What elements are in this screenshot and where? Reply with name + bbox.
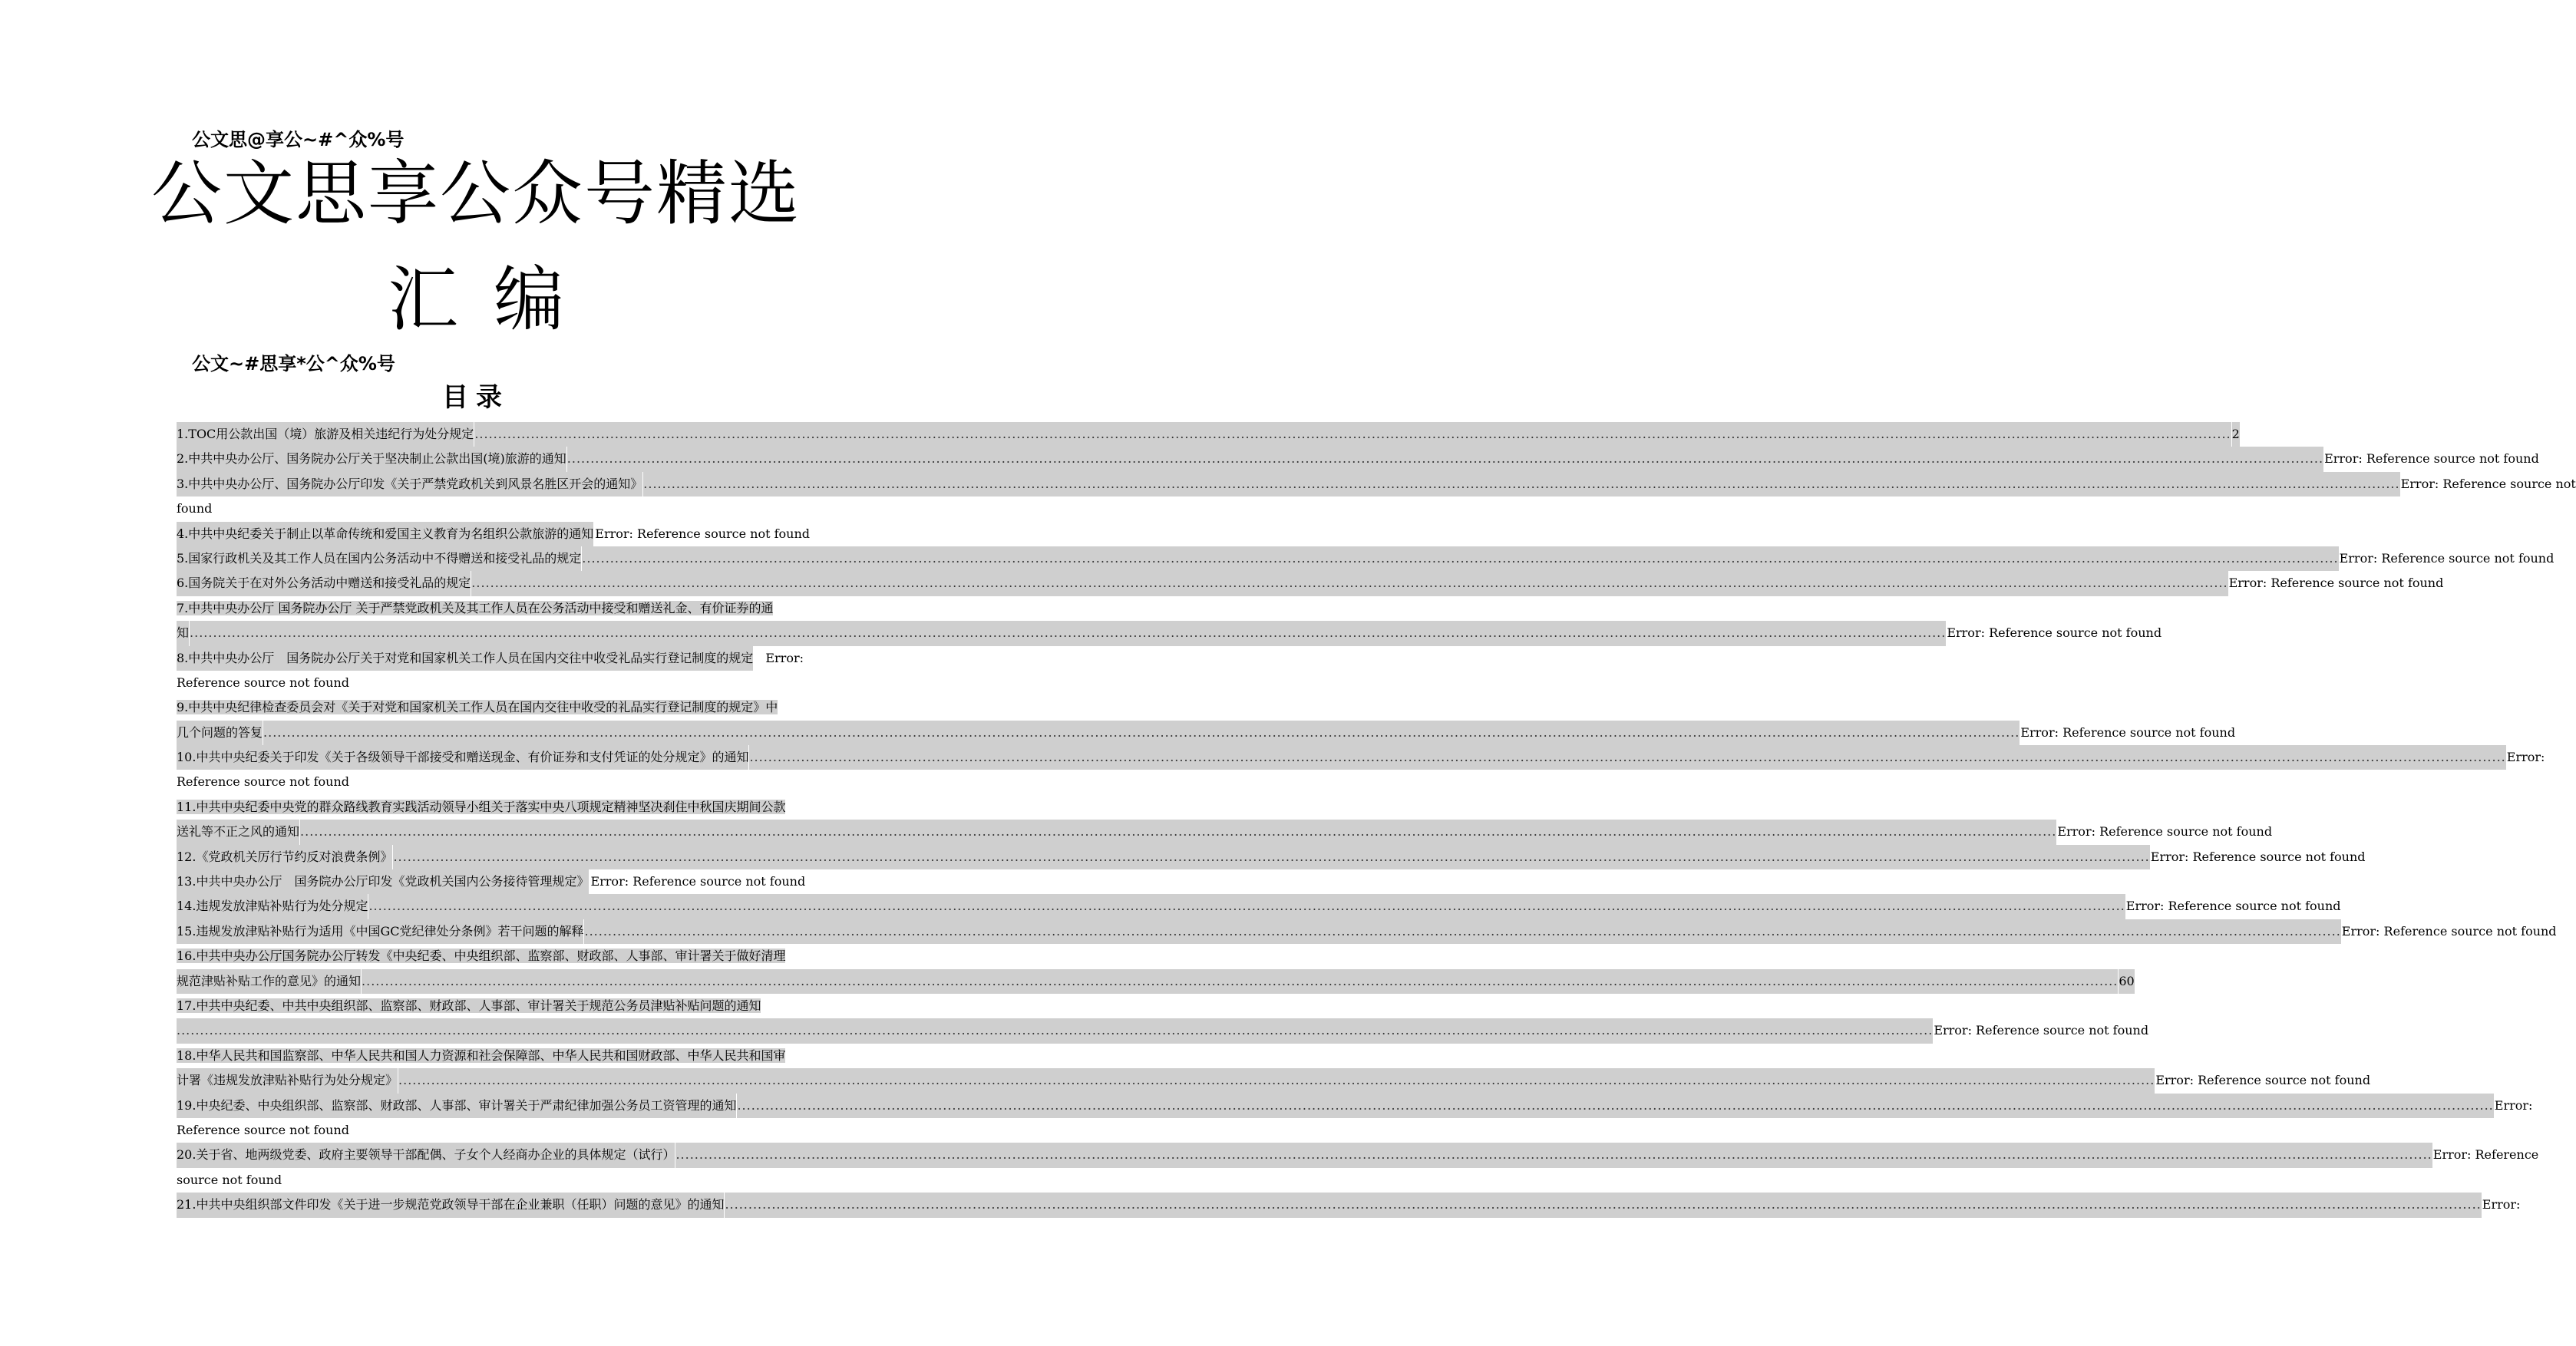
- toc-entry-text[interactable]: 12.《党政机关厉行节约反对浪费条例》: [177, 845, 392, 869]
- toc-leader: [362, 969, 2118, 994]
- toc-entry-text[interactable]: 1.TOC用公款出国（境）旅游及相关违纪行为处分规定: [177, 422, 474, 447]
- toc-page-ref[interactable]: Error: Reference source not found: [2228, 576, 2444, 591]
- toc-entry-1[interactable]: [177, 422, 2240, 447]
- toc-page-ref[interactable]: Error: Reference source not found: [2125, 899, 2341, 914]
- toc-leader: [471, 571, 2228, 595]
- toc-page-ref[interactable]: Error: Reference source not found: [2339, 550, 2555, 566]
- document-title-line2: 汇编: [387, 259, 599, 341]
- toc-leader: [643, 472, 2399, 497]
- toc-entry-19-continuation: [177, 1118, 804, 1143]
- toc-page-ref[interactable]: Error:: [2506, 750, 2545, 765]
- toc-entry-text[interactable]: 6.国务院关于在对外公务活动中赠送和接受礼品的规定: [177, 571, 471, 595]
- toc-entry-8-continuation: [177, 671, 804, 695]
- toc-page-ref[interactable]: 60: [2119, 969, 2134, 994]
- toc-entry-text[interactable]: 4.中共中央纪委关于制止以革命传统和爱国主义教育为名组织公款旅游的通知: [177, 522, 593, 546]
- toc-entry-2[interactable]: [177, 447, 2539, 471]
- toc-heading: 目录: [442, 382, 510, 413]
- toc-leader: [190, 621, 1946, 645]
- toc-entry-text[interactable]: 11.中共中央纪委中央党的群众路线教育实践活动领导小组关于落实中央八项规定精神坚决刹住中秋国庆期间公款: [177, 799, 786, 814]
- toc-page-ref-continuation: Reference source not found: [177, 675, 350, 690]
- toc-entry-text-continuation[interactable]: 规范津贴补贴工作的意见》的通知: [177, 969, 361, 994]
- toc-leader: [177, 1018, 1933, 1043]
- toc-entry-18-continuation[interactable]: [177, 1068, 2371, 1093]
- toc-entry-text[interactable]: 5.国家行政机关及其工作人员在国内公务活动中不得赠送和接受礼品的规定: [177, 546, 581, 571]
- toc-page-ref-continuation: Reference source not found: [177, 774, 350, 790]
- toc-entry-text-continuation[interactable]: 计署《违规发放津贴补贴行为处分规定》: [177, 1068, 398, 1093]
- toc-entry-21[interactable]: [177, 1193, 2521, 1217]
- toc-entry-16[interactable]: [177, 944, 804, 968]
- toc-leader: [584, 919, 2340, 944]
- toc-page-ref[interactable]: Error: Reference: [2432, 1147, 2539, 1163]
- toc-leader: [567, 447, 2323, 471]
- toc-entry-9-continuation[interactable]: [177, 721, 2236, 745]
- toc-entry-text[interactable]: 18.中华人民共和国监察部、中华人民共和国人力资源和社会保障部、中华人民共和国财政部、中华人民共和国审: [177, 1047, 786, 1063]
- toc-entry-4[interactable]: [177, 522, 811, 546]
- toc-leader: [368, 894, 2125, 919]
- toc-entry-text[interactable]: 2.中共中央办公厅、国务院办公厅关于坚决制止公款出国(境)旅游的通知: [177, 447, 566, 471]
- toc-entry-17-continuation[interactable]: [177, 1018, 2149, 1043]
- toc-entry-5[interactable]: [177, 546, 2555, 571]
- toc-entry-19[interactable]: [177, 1094, 2533, 1118]
- toc-page-ref[interactable]: Error: Reference source not found: [2341, 923, 2557, 939]
- watermark-text-bottom: 公文~#思享*公^众%号: [192, 353, 395, 374]
- toc-page-ref[interactable]: Error: Reference source not found: [590, 874, 806, 889]
- toc-leader: [393, 845, 2149, 869]
- watermark-text-top: 公文思@享公~#^众%号: [192, 129, 405, 150]
- toc-entry-16-continuation[interactable]: [177, 969, 2135, 994]
- toc-entry-text[interactable]: 13.中共中央办公厅 国务院办公厅印发《党政机关国内公务接待管理规定》: [177, 869, 589, 894]
- toc-entry-10[interactable]: [177, 745, 2545, 770]
- toc-entry-text-continuation[interactable]: 送礼等不正之风的通知: [177, 820, 299, 844]
- toc-page-ref[interactable]: Error: Reference source not found: [2324, 451, 2539, 467]
- toc-entry-text[interactable]: 7.中共中央办公厅 国务院办公厅 关于严禁党政机关及其工作人员在公务活动中接受和赠送礼金、有价证券的通: [177, 600, 774, 615]
- toc-entry-11-continuation[interactable]: [177, 820, 2273, 844]
- toc-entry-20[interactable]: [177, 1143, 2539, 1167]
- toc-page-ref[interactable]: Error: Reference source not found: [2150, 849, 2366, 864]
- toc-page-ref[interactable]: Error: Reference source not found: [1934, 1023, 2149, 1038]
- toc-entry-text[interactable]: 14.违规发放津贴补贴行为处分规定: [177, 894, 368, 919]
- toc-page-ref[interactable]: Error:: [2482, 1197, 2521, 1212]
- toc-entry-18[interactable]: [177, 1044, 804, 1068]
- toc-leader: [582, 546, 2338, 571]
- toc-entry-text[interactable]: 19.中央纪委、中央组织部、监察部、财政部、人事部、审计署关于严肃纪律加强公务员工资管理的通知: [177, 1094, 736, 1118]
- toc-entry-14[interactable]: [177, 894, 2341, 919]
- toc-page-ref-continuation: found: [177, 501, 213, 516]
- toc-leader: [737, 1094, 2493, 1118]
- toc-leader: [474, 422, 2231, 447]
- toc-entry-text[interactable]: 9.中共中央纪律检查委员会对《关于对党和国家机关工作人员在国内交往中收受的礼品实行登记制度的规定》中: [177, 700, 778, 715]
- toc-entry-3-continuation: [177, 497, 804, 521]
- document-title-line1: 公文思享公众号精选: [150, 153, 801, 235]
- toc-entry-text[interactable]: 3.中共中央办公厅、国务院办公厅印发《关于严禁党政机关到风景名胜区开会的通知》: [177, 472, 642, 497]
- toc-entry-20-continuation: [177, 1168, 804, 1193]
- toc-page-ref[interactable]: Error: Reference source not found: [2020, 724, 2236, 740]
- toc-entry-10-continuation: [177, 770, 804, 794]
- toc-page-ref[interactable]: Error: Reference source not found: [1947, 625, 2162, 641]
- toc-page-ref[interactable]: Error:: [2494, 1097, 2533, 1113]
- toc-entry-text[interactable]: 16.中共中央办公厅国务院办公厅转发《中央纪委、中央组织部、监察部、财政部、人事部、审计署关于做好清理: [177, 948, 786, 964]
- toc-entry-text[interactable]: 8.中共中央办公厅 国务院办公厅关于对党和国家机关工作人员在国内交往中收受礼品实行登记制度的规定: [177, 646, 753, 671]
- toc-entry-17[interactable]: [177, 994, 804, 1018]
- toc-leader: [398, 1068, 2155, 1093]
- toc-entry-text[interactable]: 17.中共中央纪委、中共中央组织部、监察部、财政部、人事部、审计署关于规范公务员津贴补贴问题的通知: [177, 998, 761, 1013]
- toc-entry-8[interactable]: [177, 646, 804, 671]
- toc-page-ref[interactable]: Error: Reference source not found: [595, 526, 811, 541]
- toc-page-ref[interactable]: Error:: [765, 650, 804, 665]
- toc-entry-text[interactable]: 21.中共中央组织部文件印发《关于进一步规范党政领导干部在企业兼职（任职）问题的意见》的通知: [177, 1193, 724, 1217]
- toc-entry-11[interactable]: [177, 795, 804, 820]
- toc-entry-15[interactable]: [177, 919, 2557, 944]
- toc-entry-13[interactable]: [177, 869, 804, 894]
- toc-page-ref[interactable]: Error: Reference source not found: [2155, 1073, 2371, 1088]
- toc-leader: [300, 820, 2056, 844]
- toc-entry-6[interactable]: [177, 571, 2444, 595]
- toc-entry-7[interactable]: [177, 596, 804, 621]
- toc-leader: [675, 1143, 2432, 1167]
- toc-leader: [749, 745, 2505, 770]
- toc-entry-text[interactable]: 10.中共中央纪委关于印发《关于各级领导干部接受和赠送现金、有价证券和支付凭证的处分规定》的通知: [177, 745, 748, 770]
- table-of-contents: [177, 422, 2576, 1218]
- toc-entry-text-continuation[interactable]: 几个问题的答复: [177, 721, 263, 745]
- toc-entry-7-continuation[interactable]: [177, 621, 2162, 645]
- toc-entry-text-continuation[interactable]: 知: [177, 621, 189, 645]
- toc-entry-3[interactable]: [177, 472, 2576, 497]
- toc-page-ref[interactable]: Error: Reference source not found: [2057, 824, 2273, 840]
- toc-page-ref-continuation: source not found: [177, 1172, 282, 1187]
- toc-leader: [263, 721, 2020, 745]
- toc-entry-9[interactable]: [177, 695, 804, 720]
- toc-page-ref-continuation: Reference source not found: [177, 1122, 350, 1137]
- toc-page-ref[interactable]: 2: [2232, 422, 2240, 447]
- toc-page-ref[interactable]: Error: Reference source not: [2400, 476, 2576, 491]
- toc-entry-text[interactable]: 20.关于省、地两级党委、政府主要领导干部配偶、子女个人经商办企业的具体规定（试行）: [177, 1143, 675, 1167]
- toc-entry-12[interactable]: [177, 845, 2366, 869]
- toc-entry-text[interactable]: 15.违规发放津贴补贴行为适用《中国GC党纪律处分条例》若干问题的解释: [177, 919, 583, 944]
- toc-leader: [725, 1193, 2481, 1217]
